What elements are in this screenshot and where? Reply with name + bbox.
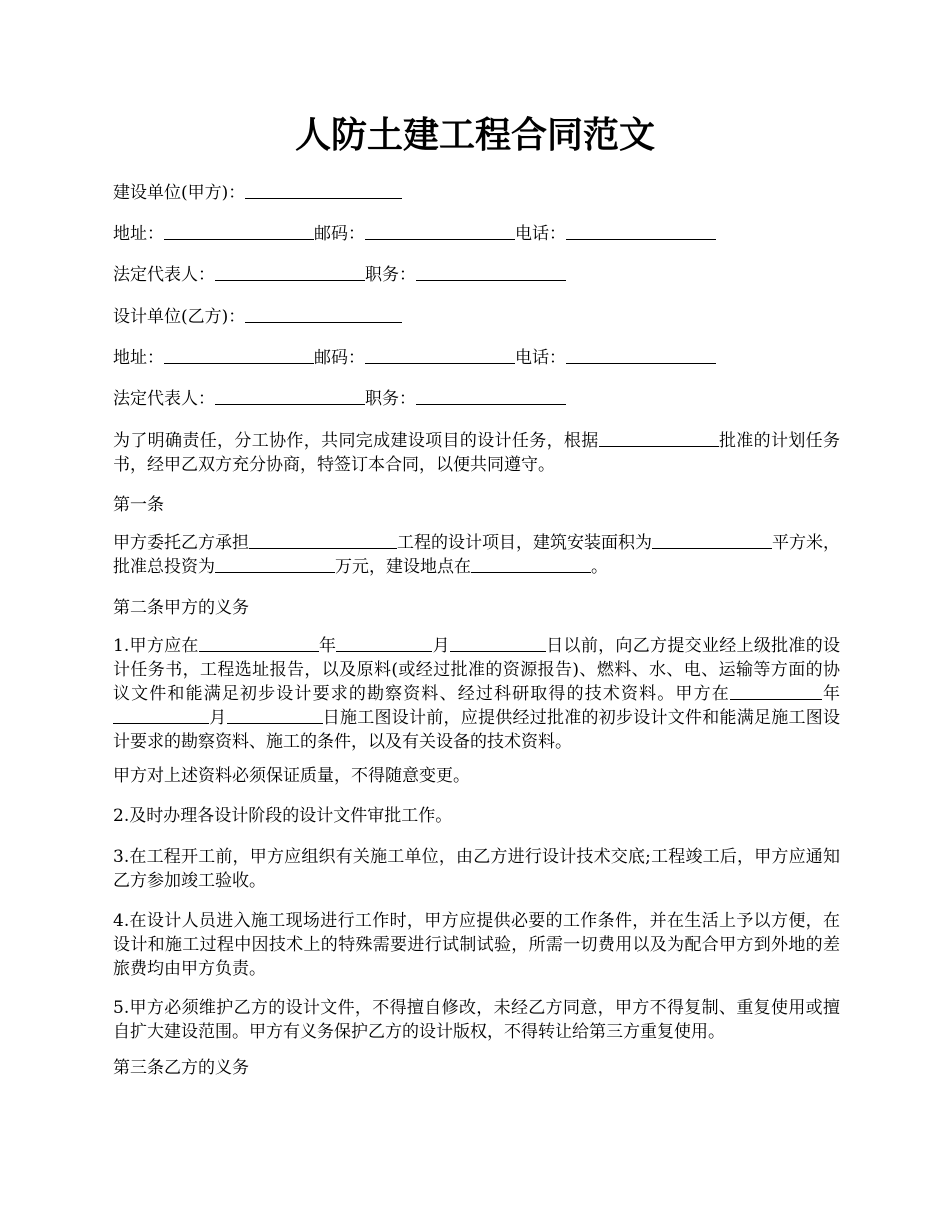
intro-paragraph xyxy=(113,429,840,477)
item-1-text-2: 年 xyxy=(318,636,337,656)
article-1-text-4: 万元，建设地点在 xyxy=(335,557,471,577)
party-b-address-line xyxy=(113,346,840,370)
intro-text-2: 批准的计划任务书，经甲乙双方充分协商，特签订本合同，以便共同遵守。 xyxy=(113,431,841,475)
date-2-day-blank[interactable] xyxy=(227,707,323,724)
party-a-phone-blank[interactable] xyxy=(566,223,716,240)
article-2-item-4: 4.在设计人员进入施工现场进行工作时，甲方应提供必要的工作条件，并在生活上予以方便，在设计和施工过程中因技术上的特殊需要进行试制试验，所需一切费用以及为配合甲方到外地的差旅费均由甲方负责。 xyxy=(113,911,840,979)
party-b-rep-line xyxy=(113,387,840,411)
article-1-paragraph xyxy=(113,531,840,579)
party-a-unit-blank[interactable] xyxy=(245,182,402,199)
date-1-year-blank[interactable] xyxy=(199,635,319,652)
party-a-address-label: 地址： xyxy=(113,224,164,244)
date-2-year-blank[interactable] xyxy=(730,683,822,700)
article-2-item-5: 5.甲方必须维护乙方的设计文件，不得擅自修改，未经乙方同意，甲方不得复制、重复使用或擅自扩大建设范围。甲方有义务保护乙方的设计版权，不得转让给第三方重复使用。 xyxy=(113,998,840,1042)
party-b-unit-label: 设计单位(乙方)： xyxy=(113,307,246,327)
party-b-postcode-label: 邮码： xyxy=(314,348,365,368)
party-b-position-label: 职务： xyxy=(365,389,416,409)
article-2-note: 甲方对上述资料必须保证质量，不得随意变更。 xyxy=(113,766,470,786)
party-a-postcode-label: 邮码： xyxy=(314,224,365,244)
party-b-unit-line xyxy=(113,305,840,329)
party-a-unit-label: 建设单位(甲方)： xyxy=(113,183,246,203)
party-a-rep-label: 法定代表人： xyxy=(113,265,215,285)
date-1-month-blank[interactable] xyxy=(336,635,432,652)
party-b-address-label: 地址： xyxy=(113,348,164,368)
party-b-rep-blank[interactable] xyxy=(215,388,365,405)
date-2-month-blank[interactable] xyxy=(113,707,209,724)
party-b-postcode-blank[interactable] xyxy=(365,347,515,364)
article-2-item-3: 3.在工程开工前，甲方应组织有关施工单位，由乙方进行设计技术交底;工程竣工后，甲方应通知乙方参加竣工验收。 xyxy=(113,847,840,891)
item-1-text-1: 1.甲方应在 xyxy=(113,636,199,656)
investment-blank[interactable] xyxy=(215,556,335,573)
article-2-item-1 xyxy=(113,634,840,754)
item-1-text-7: 日施工图设计前，应提供经过批准的初步设计文件和能满足施工图设计要求的勘察资料、施工的条件，以及有关设备的技术资料。 xyxy=(113,708,840,752)
party-a-phone-label: 电话： xyxy=(515,224,566,244)
area-blank[interactable] xyxy=(652,532,772,549)
party-b-position-blank[interactable] xyxy=(416,388,566,405)
item-1-text-3: 月 xyxy=(432,636,450,656)
article-1-text-1: 甲方委托乙方承担 xyxy=(113,533,249,553)
item-1-text-4: 日以前，向乙方提交业经上级批准的设计任务书，工程选址报告，以及原料(或经过批准的资源报告)、燃料、水、电、运输等方面的协议文件和能满足初步设计要求的勘察资料、经过科研取得的技术资料。甲方在 xyxy=(113,636,841,704)
item-1-text-6: 月 xyxy=(209,708,227,728)
party-a-position-label: 职务： xyxy=(365,265,416,285)
party-b-address-blank[interactable] xyxy=(164,347,314,364)
party-b-rep-label: 法定代表人： xyxy=(113,389,215,409)
article-2-heading: 第二条甲方的义务 xyxy=(113,598,249,618)
article-1-text-3: 平方米，批准总投资为 xyxy=(113,533,840,577)
project-name-blank[interactable] xyxy=(249,532,397,549)
intro-text-1: 为了明确责任，分工协作，共同完成建设项目的设计任务，根据 xyxy=(113,431,599,451)
party-a-address-blank[interactable] xyxy=(164,223,314,240)
intro-approval-blank[interactable] xyxy=(599,430,719,447)
party-a-rep-line xyxy=(113,263,840,287)
article-1-text-5: 。 xyxy=(591,557,608,577)
party-a-address-line xyxy=(113,222,840,246)
article-3-heading: 第三条乙方的义务 xyxy=(113,1058,249,1078)
item-1-text-5: 年 xyxy=(821,684,841,704)
party-a-position-blank[interactable] xyxy=(416,264,566,281)
location-blank[interactable] xyxy=(471,556,591,573)
article-1-heading: 第一条 xyxy=(113,495,164,515)
party-a-unit-line xyxy=(113,181,840,205)
party-b-phone-label: 电话： xyxy=(515,348,566,368)
party-b-unit-blank[interactable] xyxy=(245,306,402,323)
party-a-postcode-blank[interactable] xyxy=(365,223,515,240)
party-b-phone-blank[interactable] xyxy=(566,347,716,364)
page-title: 人防土建工程合同范文 xyxy=(294,114,655,156)
date-1-day-blank[interactable] xyxy=(450,635,546,652)
party-a-rep-blank[interactable] xyxy=(215,264,365,281)
article-1-text-2: 工程的设计项目，建筑安装面积为 xyxy=(397,533,652,553)
article-2-item-2: 2.及时办理各设计阶段的设计文件审批工作。 xyxy=(113,806,453,826)
